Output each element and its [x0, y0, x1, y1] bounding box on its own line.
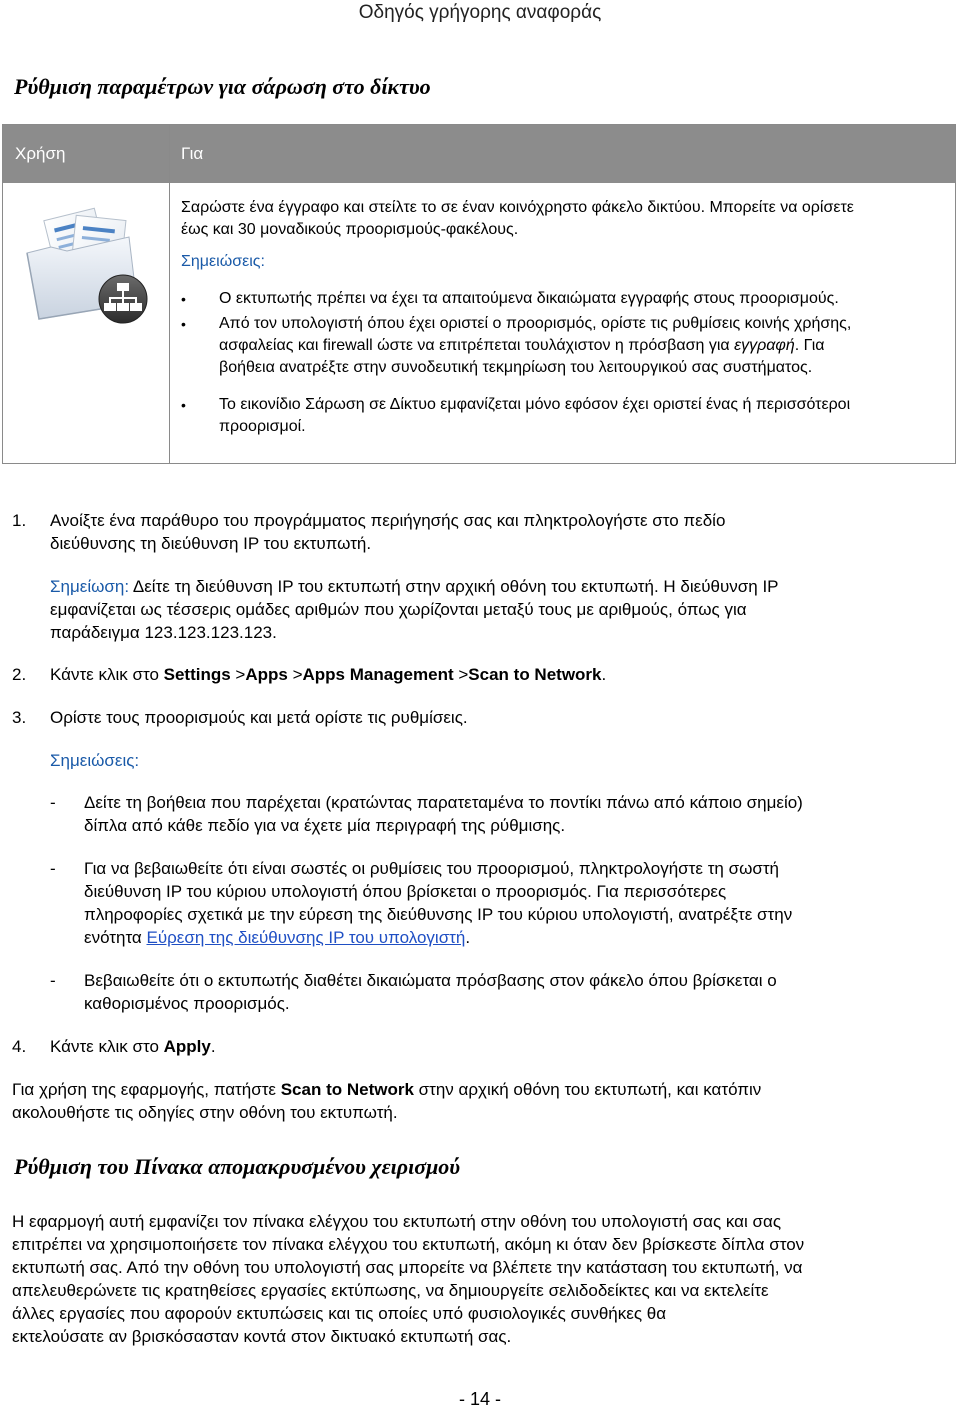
dash-marker: -	[50, 793, 56, 812]
paragraph-line: εκτελούσατε αν βρισκόσασταν κοντά στον δικτυακό εκτυπωτή σας.	[12, 1327, 512, 1346]
note-text: διεύθυνση IP του κύριου υπολογιστή όπου βρίσκεται ο προορισμός. Για περισσότερες	[84, 882, 727, 901]
usage-text: ακολουθήστε τις οδηγίες στην οθόνη του εκτυπωτή.	[12, 1103, 398, 1122]
dash-marker: -	[50, 859, 56, 878]
table-header	[3, 125, 955, 183]
path-separator: >	[287, 665, 303, 684]
notes-heading: Σημειώσεις:	[50, 751, 140, 770]
usage-paragraph	[12, 1078, 952, 1124]
table-description-cell	[181, 197, 946, 438]
section-title-scan-to-network: Ρύθμιση παραμέτρων για σάρωση στο δίκτυο	[14, 74, 431, 99]
folder-network-icon	[21, 207, 153, 329]
dash-marker: -	[50, 971, 56, 990]
scan-to-network-label: Scan to Network	[280, 1080, 414, 1099]
usage-text: στην αρχική οθόνη του εκτυπωτή, και κατόπιν	[413, 1080, 762, 1099]
menu-path-settings: Settings	[163, 665, 231, 684]
page-number: - 14 -	[458, 1389, 501, 1409]
note-label: Σημείωση:	[50, 577, 133, 596]
note-text: ενότητα	[84, 928, 147, 947]
bullet-text: βοήθεια ανατρέξτε στην συνοδευτική τεκμηρίωση του λειτουργικού σας συστήματος.	[219, 359, 813, 376]
section-title-remote-panel: Ρύθμιση του Πίνακα απομακρυσμένου χειρισμού	[14, 1154, 461, 1179]
apply-label: Apply	[163, 1037, 211, 1056]
bullet-text: Από τον υπολογιστή όπου έχει οριστεί ο προορισμός, ορίστε τις ρυθμίσεις κοινής χρήσης,	[219, 315, 852, 332]
running-header: Οδηγός γρήγορης αναφοράς	[358, 2, 602, 23]
bullet-text: Ο εκτυπωτής πρέπει να έχει τα απαιτούμενα δικαιώματα εγγραφής στους προορισμούς.	[219, 290, 839, 307]
step-text: Κάντε κλικ στο	[50, 1037, 164, 1056]
column-divider	[169, 125, 170, 463]
step-text: διεύθυνσης τη διεύθυνση IP του εκτυπωτή.	[50, 534, 372, 553]
bullet-text: ασφαλείας και firewall ώστε να επιτρέπεται τουλάχιστον η πρόσβαση για	[219, 337, 735, 354]
intro-line: έως και 30 μοναδικούς προορισμούς-φακέλους.	[181, 221, 519, 238]
bullet-text: Το εικονίδιο Σάρωση σε Δίκτυο εμφανίζεται μόνο εφόσον έχει οριστεί ένας ή περισσότεροι	[219, 396, 851, 413]
note-text: εμφανίζεται ως τέσσερις ομάδες αριθμών που χωρίζονται μεταξύ τους με αριθμούς, όπως για	[50, 600, 747, 619]
note-text: Βεβαιωθείτε ότι ο εκτυπωτής διαθέτει δικαιώματα πρόσβασης στον φάκελο όπου βρίσκεται ο	[84, 971, 777, 990]
path-separator: >	[230, 665, 246, 684]
app-info-table	[2, 124, 956, 464]
step-number: 4.	[12, 1037, 27, 1056]
step-number: 1.	[12, 511, 27, 530]
note-text: .	[465, 928, 471, 947]
notes-heading: Σημειώσεις:	[181, 253, 265, 270]
paragraph-line: επιτρέπει να χρησιμοποιήσετε τον πίνακα ελέγχου του εκτυπωτή, ακόμη κι όταν δεν βρίσκεστε δίπλα στον	[12, 1235, 805, 1254]
note-text: Δείτε τη βοήθεια που παρέχεται (κρατώντας παρατεταμένα το ποντίκι πάνω από κάποιο σημείο)	[84, 793, 803, 812]
bullet-item	[181, 288, 946, 310]
menu-path-apps: Apps	[245, 665, 288, 684]
path-separator: >	[453, 665, 469, 684]
step-text: Ορίστε τους προορισμούς και μετά ορίστε τις ρυθμίσεις.	[50, 708, 468, 727]
bullet-item	[181, 394, 946, 438]
note-text: καθορισμένος προορισμός.	[84, 994, 290, 1013]
paragraph-line: άλλες εργασίες που αφορούν εκτυπώσεις και τις οποίες υπό φυσιολογικές συνθήκες θα	[12, 1304, 667, 1323]
note-text: παράδειγμα 123.123.123.123.	[50, 623, 277, 642]
bullet-text: προορισμοί.	[219, 418, 306, 435]
intro-line: Σαρώστε ένα έγγραφο και στείλτε το σε έναν κοινόχρηστο φάκελο δικτύου. Μπορείτε να ορίσετε	[181, 199, 854, 216]
step-text: .	[210, 1037, 216, 1056]
paragraph-line: απελευθερώνετε τις κρατηθείσες εργασίες εκτύπωσης, να δημιουργείτε σελιδοδείκτες και να εκτελείτε	[12, 1281, 769, 1300]
menu-path-scan-to-network: Scan to Network	[468, 665, 602, 684]
usage-text: Για χρήση της εφαρμογής, πατήστε	[12, 1080, 281, 1099]
note-text: πληροφορίες σχετικά με την εύρεση της διεύθυνσης IP του κύριου υπολογιστή, ανατρέξτε στην	[84, 905, 793, 924]
step-text: .	[601, 665, 607, 684]
ip-note	[50, 575, 950, 644]
bullet-emphasis: εγγραφή	[734, 337, 795, 354]
paragraph-line: εκτυπωτή σας. Από την οθόνη του υπολογιστή σας μπορείτε να βλέπετε την κατάσταση του εκτυπωτή, να	[12, 1258, 803, 1277]
remote-panel-paragraph	[12, 1210, 956, 1348]
note-text: Για να βεβαιωθείτε ότι είναι σωστές οι ρυθμίσεις του προορισμού, πληκτρολογήστε τη σωστή	[84, 859, 780, 878]
menu-path-apps-management: Apps Management	[302, 665, 454, 684]
col-header-use: Χρήση	[15, 144, 66, 163]
col-header-for: Για	[181, 144, 204, 163]
bullet-item	[181, 313, 946, 379]
step-text: Κάντε κλικ στο	[50, 665, 164, 684]
step-number: 2.	[12, 665, 27, 684]
note-text: Δείτε τη διεύθυνση IP του εκτυπωτή στην αρχική οθόνη του εκτυπωτή. Η διεύθυνση IP	[132, 577, 779, 596]
step-text: Ανοίξτε ένα παράθυρο του προγράμματος περιήγησής σας και πληκτρολογήστε στο πεδίο	[50, 511, 726, 530]
paragraph-line: Η εφαρμογή αυτή εμφανίζει τον πίνακα ελέγχου του εκτυπωτή στην οθόνη του υπολογιστή σας και σας	[12, 1212, 782, 1231]
step-number: 3.	[12, 708, 27, 727]
note-text: δίπλα από κάθε πεδίο για να έχετε μία περιγραφή της ρύθμισης.	[84, 816, 566, 835]
find-ip-address-link[interactable]: Εύρεση της διεύθυνσης IP του υπολογιστή	[146, 928, 466, 947]
bullet-text: . Για	[794, 337, 825, 354]
